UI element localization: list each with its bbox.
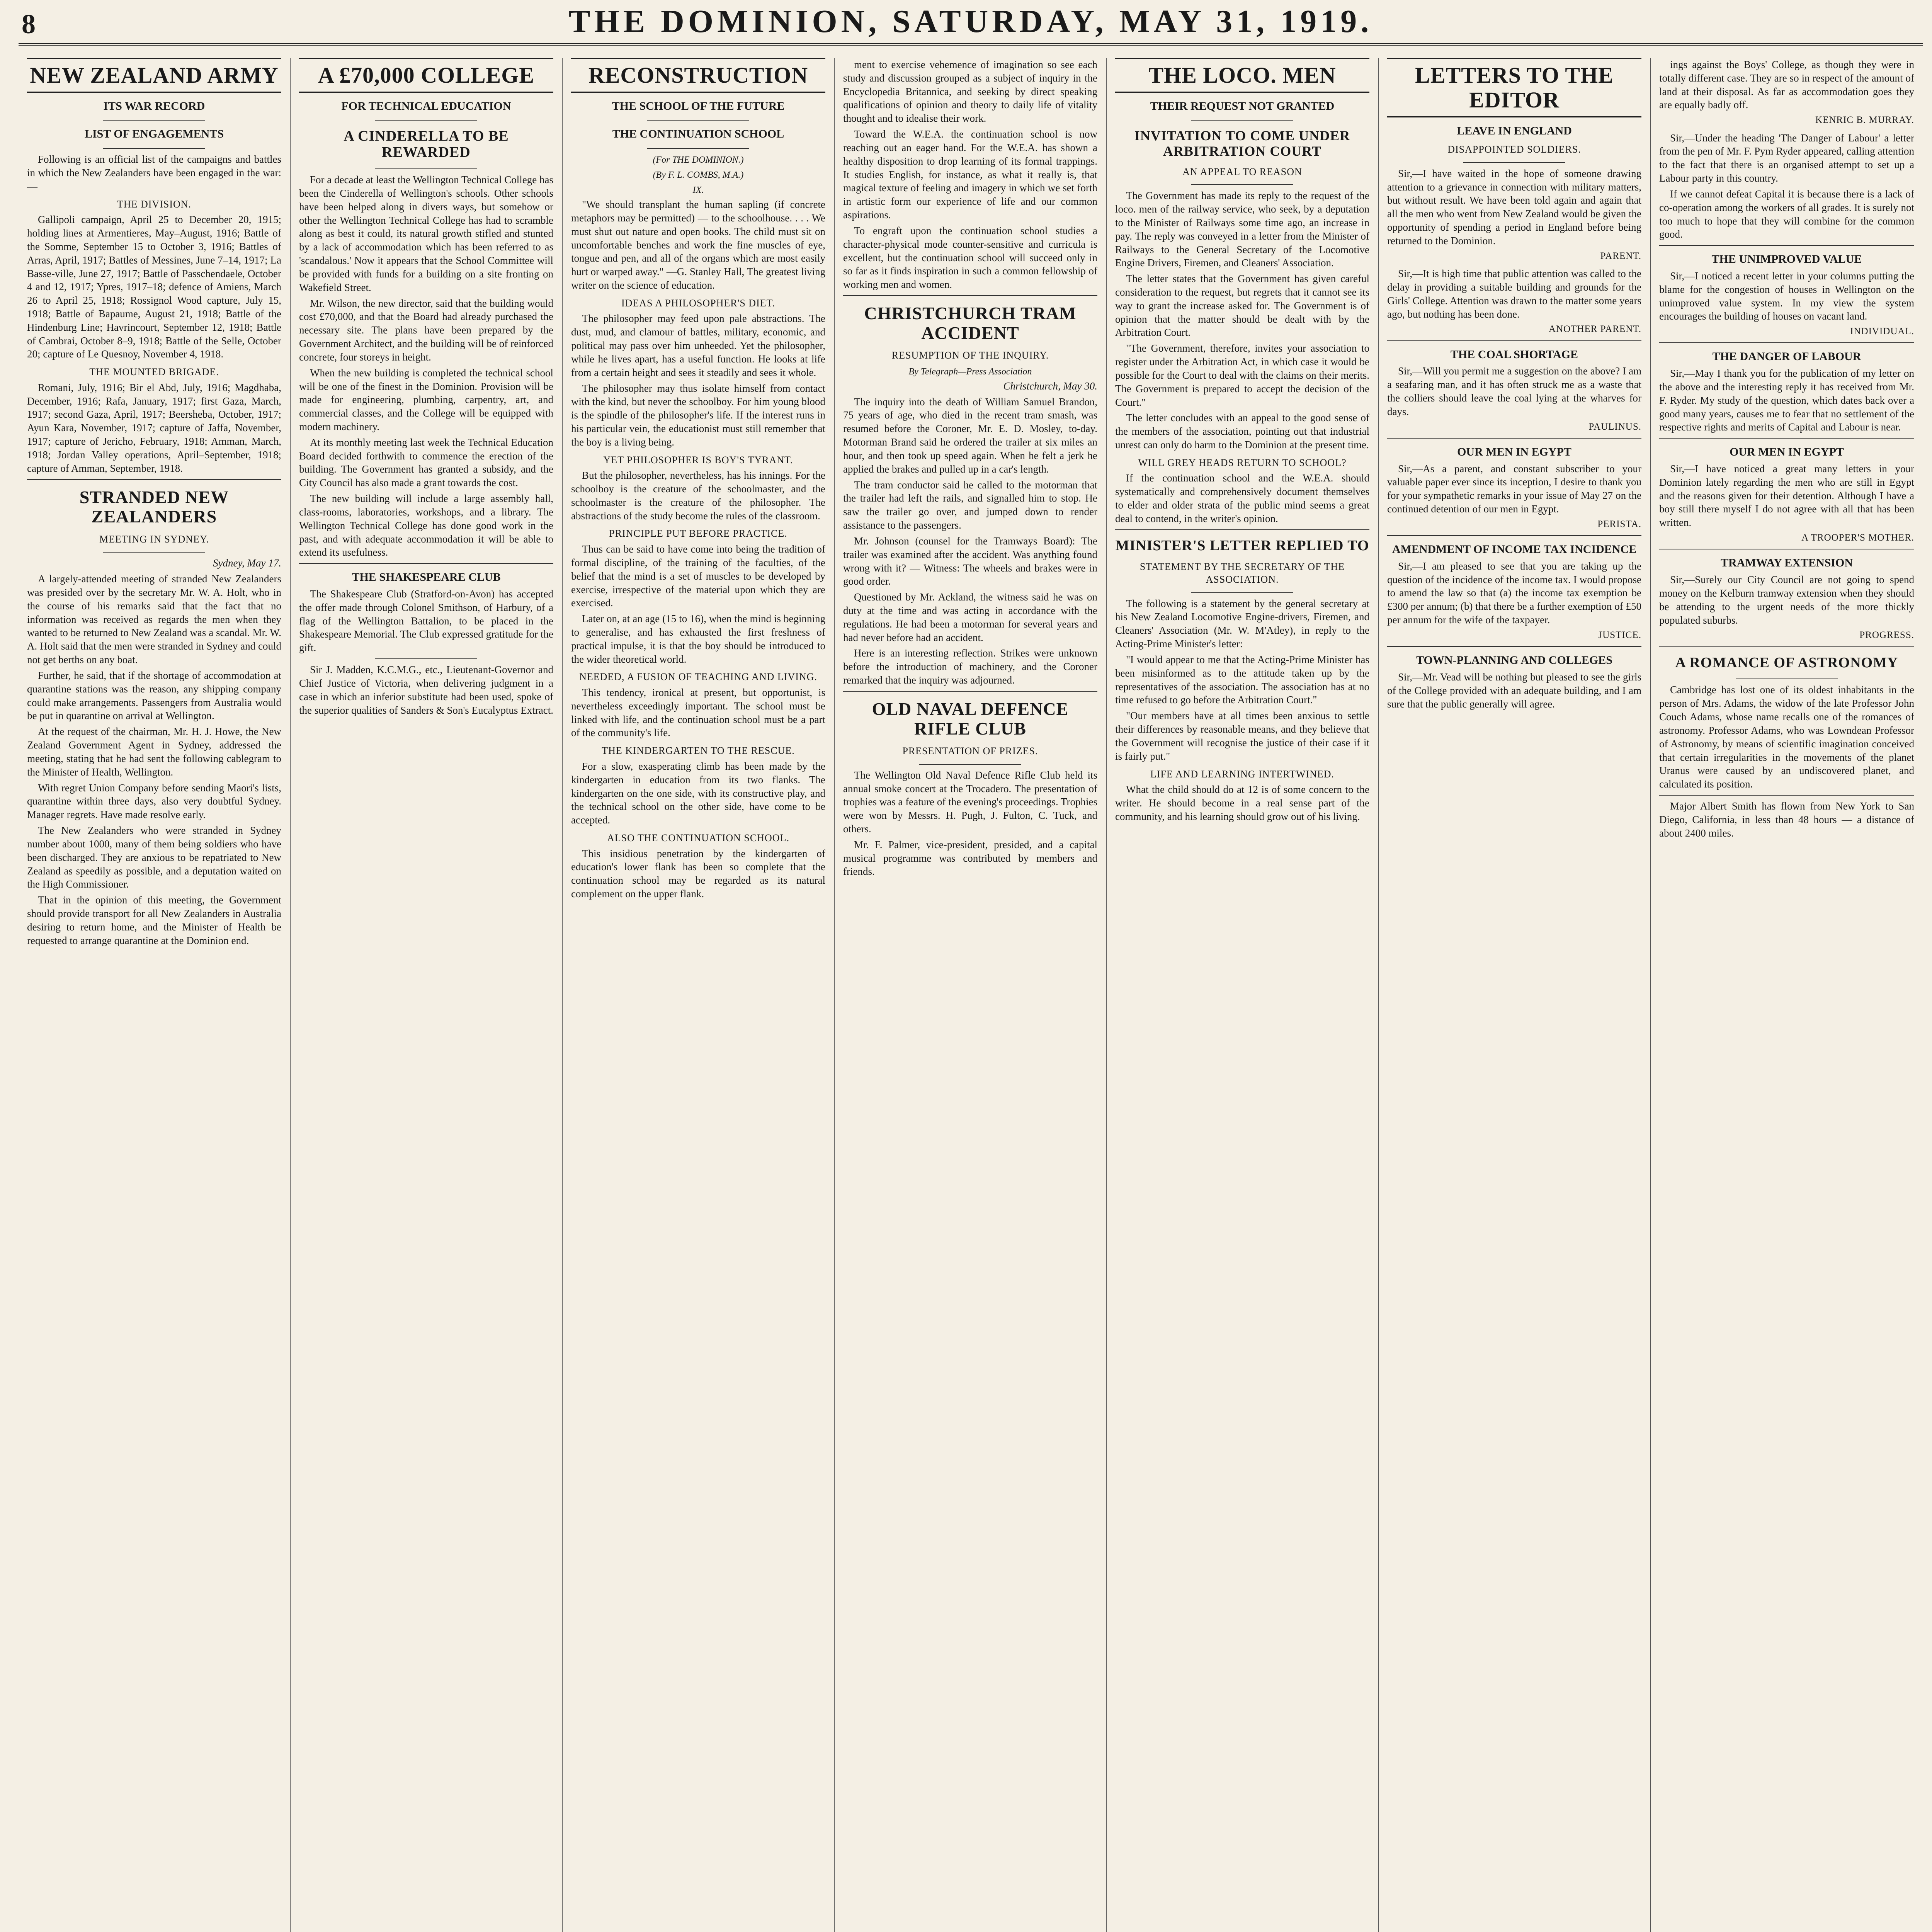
subhead-inquiry: RESUMPTION OF THE INQUIRY. (891, 350, 1049, 361)
section-heading: THE KINDERGARTEN TO THE RESCUE. (602, 745, 795, 757)
letter-paragraph: Sir,—As a parent, and constant subscriber to your valuable paper ever since its inception, I desire to thank you for your sympathetic remarks in your issue of May 27 on the continued detention of our men in Egypt. (1387, 463, 1641, 515)
column-1 (19, 58, 291, 1932)
divider (1659, 342, 1914, 343)
article-paragraph: "Our members have at all times been anxious to settle their differences by reasonable means, and they believe that the Government will recognise the justice of their case if it is fairly put." (1115, 710, 1369, 762)
subhead-egypt-2: OUR MEN IN EGYPT (1730, 446, 1844, 459)
section-heading: WILL GREY HEADS RETURN TO SCHOOL? (1138, 457, 1347, 468)
subhead-shakespeare: THE SHAKESPEARE CLUB (352, 571, 501, 584)
article-paragraph: The Government has made its reply to the request of the loco. men of the railway service, who seek, by a deputation to the Minister of Railways some time ago, an increase in pay. The reply was conveyed in a letter from the Minister of Railways to the General Secretary of the Locomotive Engine Drivers, Firemen, and Cleaners' Association. (1115, 190, 1369, 269)
subhead-engagements: LIST OF ENGAGEMENTS (84, 128, 224, 141)
article-paragraph: Cambridge has lost one of its oldest inhabitants in the person of Mrs. Adams, the widow of the late Professor John Couch Adams, whose name recalls one of the romances of astronomy. Professor Adams, who was Lowndean Professor of Astronomy, by means of scientific imagination conceived that certain irregularities in the movements of the planet Uranus were caused by an undiscovered planet, and calculated its position. (1659, 684, 1914, 790)
article-paragraph: What the child should do at 12 is of some concern to the writer. He should become in a real sense part of the community, and his learning should grow out of his living. (1115, 784, 1369, 822)
subhead-leave: LEAVE IN ENGLAND (1457, 124, 1572, 137)
article-paragraph: At its monthly meeting last week the Technical Education Board decided forthwith to commence the erection of the building. The Government has granted a subsidy, and the City Council has also made a grant towards the cost. (299, 436, 553, 489)
article-paragraph: The letter states that the Government has given careful consideration to the request, but regrets that it cannot see its way to grant the increase asked for. The Government is of opinion that the matter should be dealt with by the Arbitration Court. (1115, 273, 1369, 338)
headline-ministers-letter: MINISTER'S LETTER REPLIED TO (1115, 537, 1369, 554)
article-paragraph: "I would appear to me that the Acting-Prime Minister has been misinformed as to the attitude taken up by the representatives of the association. The association has at no time refused to go before the Arbitration Court." (1115, 653, 1369, 706)
letter-paragraph: Sir,—Mr. Vead will be nothing but pleased to see the girls of the College provided with an adequate building, and I am sure that the public generally will agree. (1387, 671, 1641, 710)
section-heading: PRINCIPLE PUT BEFORE PRACTICE. (609, 528, 787, 539)
divider (103, 120, 205, 121)
letter-signature: INDIVIDUAL. (1850, 326, 1914, 337)
byline: By Telegraph—Press Association (908, 366, 1032, 377)
article-paragraph: Sir J. Madden, K.C.M.G., etc., Lieutenant-Governor and Chief Justice of Victoria, when delivering judgment in a case in which an inferior substitute had been used, spoke of the superior qualities of Sanders & Son's Eucalyptus Extract. (299, 664, 553, 716)
byline: (For THE DOMINION.) (653, 155, 744, 165)
subhead-tramway: TRAMWAY EXTENSION (1720, 556, 1853, 570)
divider (843, 295, 1097, 296)
columns (19, 58, 1923, 1932)
divider (1659, 245, 1914, 246)
letter-paragraph: Sir,—I have noticed a great many letters in your Dominion lately regarding the men who are still in Egypt and the reasons given for their detention. Although I have a boy still there myself I do not agree with all that has been written. (1659, 463, 1914, 529)
letter-paragraph: Sir,—I have waited in the hope of someone drawing attention to a grievance in connection with military matters, but without result. We have been told again and again that all the men who went from New Zealand would be given the opportunity of spending a period in England before being returned to the Dominion. (1387, 167, 1641, 247)
article-paragraph: Later on, at an age (15 to 16), when the mind is beginning to generalise, and has exhausted the first freshness of practical impulse, it is that the boy should be introduced to the wider theoretical world. (571, 613, 825, 665)
letter-paragraph: Sir,—I noticed a recent letter in your columns putting the blame for the congestion of houses in Wellington on the unimproved value system. In my view the system encourages the building of houses on vacant land. (1659, 270, 1914, 322)
letter-signature: A TROOPER'S MOTHER. (1801, 532, 1914, 543)
headline-college: A £70,000 COLLEGE (299, 58, 553, 93)
subhead-income-tax: AMENDMENT OF INCOME TAX INCIDENCE (1392, 543, 1637, 556)
subhead-disappointed: DISAPPOINTED SOLDIERS. (1447, 144, 1581, 155)
divider (1191, 592, 1293, 593)
section-heading: YET PHILOSOPHER IS BOY'S TYRANT. (603, 454, 793, 466)
article-paragraph: Following is an official list of the campaigns and battles in which the New Zealanders have been engaged in the war:— (27, 153, 281, 192)
divider (919, 764, 1021, 765)
dateline: Christchurch, May 30. (1003, 380, 1097, 392)
subhead-labour: THE DANGER OF LABOUR (1712, 350, 1861, 363)
divider (375, 658, 477, 659)
article-paragraph: Mr. F. Palmer, vice-president, presided, and a capital musical programme was contributed by members and friends. (843, 838, 1097, 878)
article-paragraph: The Wellington Old Naval Defence Rifle Club held its annual smoke concert at the Trocadero. The presentation of trophies was a feature of the evening's proceedings. Trophies were won by Messrs. H. Pugh, J. Fulton, C. Tuck, and others. (843, 769, 1097, 835)
divider (1659, 795, 1914, 796)
headline-reconstruction: RECONSTRUCTION (571, 58, 825, 93)
section-heading: LIFE AND LEARNING INTERTWINED. (1150, 768, 1335, 780)
section-heading: ALSO THE CONTINUATION SCHOOL. (607, 832, 789, 844)
subhead-school-future: THE SCHOOL OF THE FUTURE (612, 99, 785, 112)
article-paragraph: The new building will include a large assembly hall, class-rooms, laboratories, workshops, and a library. The Wellington Technical College has done good work in the past, and with adequate accommodation it will be able to extend its usefulness. (299, 493, 553, 558)
article-paragraph: For a decade at least the Wellington Technical College has been the Cinderella of Wellington's schools. Other schools have been helped along in divers ways, but somehow or other the Wellington Technical College has had to scramble along as best it could, its natural growth stifled and stunted by a lack of accommodation which has been referred to as 'scandalous.' Now it appears that the School Committee will be provided with funds for a building on a site fronting on Wakefield Street. (299, 174, 553, 293)
column-4 (835, 58, 1107, 1932)
column-2 (291, 58, 563, 1932)
article-paragraph: At the request of the chairman, Mr. H. J. Howe, the New Zealand Government Agent in Sydney, addressed the meeting, stating that he had sent the following cablegram to the Minister of Health, Wellington. (27, 726, 281, 778)
subhead-prizes: PRESENTATION OF PRIZES. (902, 745, 1038, 757)
article-paragraph: The tram conductor said he called to the motorman that the trailer had left the rails, and signalled him to stop. He saw the trailer go over, and jumped down to render assistance to the passengers. (843, 479, 1097, 531)
letter-signature: KENRIC B. MURRAY. (1815, 115, 1914, 126)
headline-letters: LETTERS TO THE EDITOR (1387, 58, 1641, 117)
article-paragraph: For a slow, exasperating climb has been made by the kindergarten in education from its two flanks. The kindergarten on the one side, with its constructive play, and the technical school on the other side, have come to be accepted. (571, 760, 825, 826)
dateline: Sydney, May 17. (213, 557, 281, 569)
letter-signature: PARENT. (1600, 250, 1641, 261)
article-paragraph: "We should transplant the human sapling (if concrete metaphors may be permitted) — to the schoolhouse. . . . We must shut out nature and open books. The child must sit on uncomfortable benches and work the fine muscles of eye, tongue and pen, and all of the organs which are most easily hurt or warped away." —G. Stanley Hall, The greatest living writer on the science of education. (571, 199, 825, 291)
article-paragraph: With regret Union Company before sending Maori's lists, quarantine within three days, also very doubtful Sydney. Manager regrets. Have made resolve early. (27, 782, 281, 821)
subhead-egypt: OUR MEN IN EGYPT (1457, 445, 1571, 458)
letter-paragraph: If we cannot defeat Capital it is because there is a lack of co-operation among the workers of all grades. It is surely not too much to hope that they will combine for the common good. (1659, 188, 1914, 240)
article-paragraph: A largely-attended meeting of stranded New Zealanders was presided over by the secretary Mr. W. A. Holt, who in the course of his remarks said that the fact that no information was received as regards the men when they wanted to be returned to New Zealand was a scandal. Mr. W. A. Holt said that the men were stranded in Sydney and could not get berths on any boat. (27, 573, 281, 666)
headline-stranded: STRANDED NEW ZEALANDERS (79, 487, 229, 527)
divider (843, 691, 1097, 692)
article-paragraph: The New Zealanders who were stranded in Sydney number about 1000, many of them being soldiers who have been discharged. They are anxious to be repatriated to New Zealand as speedily as possible, and a deputation waited on the High Commissioner. (27, 825, 281, 890)
letter-paragraph: ings against the Boys' College, as though they were in totally different case. They are so in respect of the amount of land at their disposal. As far as accommodation goes they are equally badly off. (1659, 59, 1914, 111)
subhead-continuation: THE CONTINUATION SCHOOL (612, 128, 784, 141)
article-paragraph: When the new building is completed the technical school will be one of the finest in the Dominion. Provision will be made for engineering, plumbing, carpentry, art, and commercial classes, and the College will be equipped with modern machinery. (299, 367, 553, 432)
letter-paragraph: Sir,—It is high time that public attention was called to the delay in providing a suitable building and grounds for the Girls' College. Attention was drawn to the matter some years ago, but nothing has been done. (1387, 268, 1641, 320)
article-paragraph: This tendency, ironical at present, but opportunist, is nevertheless exceedingly important. The school must be linked with life, and the continuation school must be a part of the community's life. (571, 687, 825, 739)
divider (375, 120, 477, 121)
article-paragraph: The philosopher may thus isolate himself from contact with the kind, but never the schoolboy. For him young blood is the spindle of the philosopher's life. If the interest runs in his particular vein, the educationist must still remember that the boy is a living being. (571, 382, 825, 448)
headline-nz-army: NEW ZEALAND ARMY (27, 58, 281, 93)
article-paragraph: But the philosopher, nevertheless, has his innings. For the schoolboy is the creature of the schoolmaster, and the schoolmaster is the creature of the philosopher. The abstractions of the study become the rules of the classroom. (571, 469, 825, 522)
masthead (19, 3, 1923, 46)
letter-signature: PROGRESS. (1859, 630, 1914, 641)
divider (1659, 438, 1914, 439)
article-paragraph: That in the opinion of this meeting, the Government should provide transport for all New Zealanders in Australia desiring to return home, and the Minister of Health be requested to arrange quarantine at the Dominion end. (27, 894, 281, 946)
subhead-mounted: THE MOUNTED BRIGADE. (89, 366, 219, 378)
subhead-coal: THE COAL SHORTAGE (1450, 348, 1578, 361)
article-paragraph: ment to exercise vehemence of imagination so see each study and discussion grouped as a subject of inquiry in the Encyclopedia Britannica, and seeking by direct speaking qualifications of opinion and theory to daily life of vitality thought and to idealise their work. (843, 59, 1097, 124)
article-paragraph: Romani, July, 1916; Bir el Abd, July, 1916; Magdhaba, December, 1916; Rafa, January, 1917; first Gaza, March, 1917; second Gaza, April, 1917; Beersheba, October, 1917; Ayun Kara, November, 1917; capture of Jaffa, November, 1917; capture of Jericho, February, 1918; Amman, March, 1918; Jordan Valley operations, April–September, 1918; capture of Amman, September, 1918. (27, 381, 281, 474)
divider (1191, 184, 1293, 185)
article-paragraph: The Shakespeare Club (Stratford-on-Avon) has accepted the offer made through Colonel Smithson, of Harbury, of a flag of the Wellington Battalion, to be placed in the Shakespeare Memorial. The Club expressed gratitude for the gift. (299, 588, 553, 654)
divider (1387, 438, 1641, 439)
article-paragraph: This insidious penetration by the kindergarten of education's lower flank has been so complete that the continuation school may be regarded as its natural complement on the upper flank. (571, 847, 825, 900)
divider (1463, 162, 1565, 163)
divider (647, 120, 749, 121)
letter-signature: PERISTA. (1597, 519, 1641, 529)
subhead-meeting: MEETING IN SYDNEY. (99, 533, 209, 545)
letter-paragraph: Sir,—Surely our City Council are not going to spend money on the Kelburn tramway extension when they should be attending to the urgent needs of the more thickly populated suburbs. (1659, 574, 1914, 626)
part-number: IX. (692, 185, 704, 196)
subhead-statement: STATEMENT BY THE SECRETARY OF THE ASSOCIATION. (1139, 561, 1345, 585)
section-heading: NEEDED, A FUSION OF TEACHING AND LIVING. (579, 671, 817, 683)
byline-author: (By F. L. COMBS, M.A.) (653, 170, 744, 180)
subhead-request: THEIR REQUEST NOT GRANTED (1150, 99, 1335, 112)
article-paragraph: "The Government, therefore, invites your association to register under the Arbitration Act, in which case it would be possible for the Court to deal with the claims on their merits. The Government is prepared to accept the decision of the Court." (1115, 342, 1369, 408)
letter-paragraph: Sir,—I am pleased to see that you are taking up the question of the incidence of the income tax. I would propose to amend the law so that (a) the income tax exemption be £300 per annum; (b) that there be a further exemption of £50 per annum for the wife of the taxpayer. (1387, 560, 1641, 626)
page-number: 8 (22, 9, 36, 39)
article-paragraph: The letter concludes with an appeal to the good sense of the members of the association, pointing out that industrial unrest can only do harm to the Dominion at the present time. (1115, 412, 1369, 451)
headline-rifle-club: OLD NAVAL DEFENCE RIFLE CLUB (872, 699, 1069, 738)
article-paragraph: Mr. Wilson, the new director, said that the building would cost £70,000, and that the Board had already purchased the necessary site. The plans have been prepared by the Government Architect, and the building will be of reinforced concrete, four storeys in height. (299, 297, 553, 363)
article-paragraph: The philosopher may feed upon pale abstractions. The dust, mud, and clamour of battles, military, economic, and political may pass over him unheeded. Yet the philosopher, while he lives apart, has a useful function. He looks at life from a certain height and sees it steadily and sees it whole. (571, 313, 825, 378)
divider (1387, 535, 1641, 536)
column-6 (1379, 58, 1651, 1932)
column-7 (1651, 58, 1923, 1932)
letter-paragraph: Sir,—Will you permit me a suggestion on the above? I am a seafaring man, and it has often struck me as a waste that the colliers should leave the coal lying at the wharves for days. (1387, 365, 1641, 417)
letter-signature: JUSTICE. (1598, 629, 1641, 640)
divider (27, 479, 281, 480)
article-paragraph: Major Albert Smith has flown from New York to San Diego, California, in less than 48 hours — a distance of about 2400 miles. (1659, 800, 1914, 839)
article-paragraph: The inquiry into the death of William Samuel Brandon, 75 years of age, who died in the recent tram smash, was resumed before the Coroner, Mr. E. D. Mosley, to-day. Motorman Brand said he ordered the trailer at six miles an hour, and then took up speed again. When he felt a jerk he applied the brakes and pulled up in a car's length. (843, 396, 1097, 475)
letter-signature: PAULINUS. (1588, 421, 1641, 432)
subhead-town-planning: TOWN-PLANNING AND COLLEGES (1416, 654, 1612, 667)
article-paragraph: If the continuation school and the W.E.A. should systematically and comprehensively document themselves to elder and older strata of the public mind seems a great deal to contend, in the writer's opinion. (1115, 472, 1369, 524)
subhead-war-record: ITS WAR RECORD (103, 99, 205, 112)
column-5 (1107, 58, 1379, 1932)
divider (1115, 529, 1369, 530)
subhead-appeal: AN APPEAL TO REASON (1182, 166, 1302, 177)
column-3 (563, 58, 835, 1932)
headline-arbitration: INVITATION TO COME UNDER ARBITRATION COURT (1134, 128, 1350, 159)
divider (103, 148, 205, 149)
headline-loco-men: THE LOCO. MEN (1115, 58, 1369, 93)
article-paragraph: Questioned by Mr. Ackland, the witness said he was on duty at the time and was acting in accordance with the regulations. He had been a motorman for several years and had never before had an accident. (843, 591, 1097, 643)
letter-paragraph: Sir,—May I thank you for the publication of my letter on the above and the interesting reply it has received from Mr. F. Ryder. My study of the question, which dates back over a good many years, causes me to fear that no settlement of the respective rights and merits of Capital and Labour is near. (1659, 367, 1914, 433)
letter-signature: ANOTHER PARENT. (1548, 324, 1641, 335)
divider (647, 148, 749, 149)
divider (375, 168, 477, 169)
article-paragraph: To engraft upon the continuation school studies a character-physical mode counter-sensitive and curricula is excellent, but the continuation school will succeed only in so far as it finds inspiration in such a common fellowship of working men and women. (843, 224, 1097, 291)
subhead-technical: FOR TECHNICAL EDUCATION (341, 99, 511, 112)
divider (1387, 340, 1641, 341)
article-paragraph: The following is a statement by the general secretary at his New Zealand Locomotive Engine-drivers, Firemen, and Cleaners' Association (Mr. W. M'Atley), in reply to the Acting-Prime Minister's letter: (1115, 597, 1369, 650)
divider (103, 552, 205, 553)
article-paragraph: Thus can be said to have come into being the tradition of formal discipline, of the training of the faculties, of the belief that the mind is a set of muscles to be developed by exercise, irrespective of the material upon which they are exercised. (571, 543, 825, 609)
paper-title: THE DOMINION, SATURDAY, MAY 31, 1919. (568, 3, 1373, 39)
article-paragraph: Toward the W.E.A. the continuation school is now reaching out an eager hand. For the W.E.A. has shown a healthy disposition to drop learning of its formal trappings. It studies English, for instance, as what it really is, that magical texture of feeling and imagery in which we set forth in artistic form our experience of life and our common aspirations. (843, 128, 1097, 221)
subhead-division: THE DIVISION. (117, 198, 192, 210)
headline-astronomy: A ROMANCE OF ASTRONOMY (1675, 654, 1898, 671)
article-paragraph: Mr. Johnson (counsel for the Tramways Board): The trailer was examined after the accident. Was anything found wrong with it? — Witness: The wheels and brakes were in good order. (843, 535, 1097, 587)
subhead-unimproved: THE UNIMPROVED VALUE (1711, 253, 1862, 266)
article-paragraph: Further, he said, that if the shortage of accommodation at quarantine stations was the reason, any shipping company could make arrangements. Passengers from Australia would be put in quarantine on arrival at Wellington. (27, 669, 281, 722)
headline-cinderella: A CINDERELLA TO BE REWARDED (344, 128, 509, 161)
divider (299, 563, 553, 564)
divider (1387, 646, 1641, 647)
article-paragraph: Here is an interesting reflection. Strikes were unknown before the introduction of machinery, and the Coroner remarked that the inquiry was adjourned. (843, 647, 1097, 686)
divider (1191, 120, 1293, 121)
article-paragraph: Gallipoli campaign, April 25 to December 20, 1915; holding lines at Armentieres, May–August, 1916; Battle of the Somme, September 15 to October 3, 1916; Battles of Arras, April, 1917; Battles of Messines, June 7–14, 1917; La Basse-ville, June 27, 1917; Battle of Passchendaele, October 4 and 12, 1917; Ypres, 1917–18; defence of Amiens, March 26 to April 25, 1918; Rossignol Wood capture, July 15, 1918; Battle of Bapaume, August 21, 1918; Battle of the Hindenburg Line; Havrincourt, September 12, 1918; Battle of Cambrai, October 8–9, 1918; Battle of the Selle, October 20; capture of Le Quesnoy, November 4, 1918. (27, 214, 281, 360)
divider (1659, 646, 1914, 647)
section-heading: IDEAS A PHILOSOPHER'S DIET. (621, 297, 776, 309)
headline-tram-accident: CHRISTCHURCH TRAM ACCIDENT (864, 303, 1077, 343)
letter-paragraph: Sir,—Under the heading 'The Danger of Labour' a letter from the pen of Mr. F. Pym Ryder appeared, calling attention to the fact that there is an organised attempt to set up a Labour party in this country. (1659, 132, 1914, 184)
